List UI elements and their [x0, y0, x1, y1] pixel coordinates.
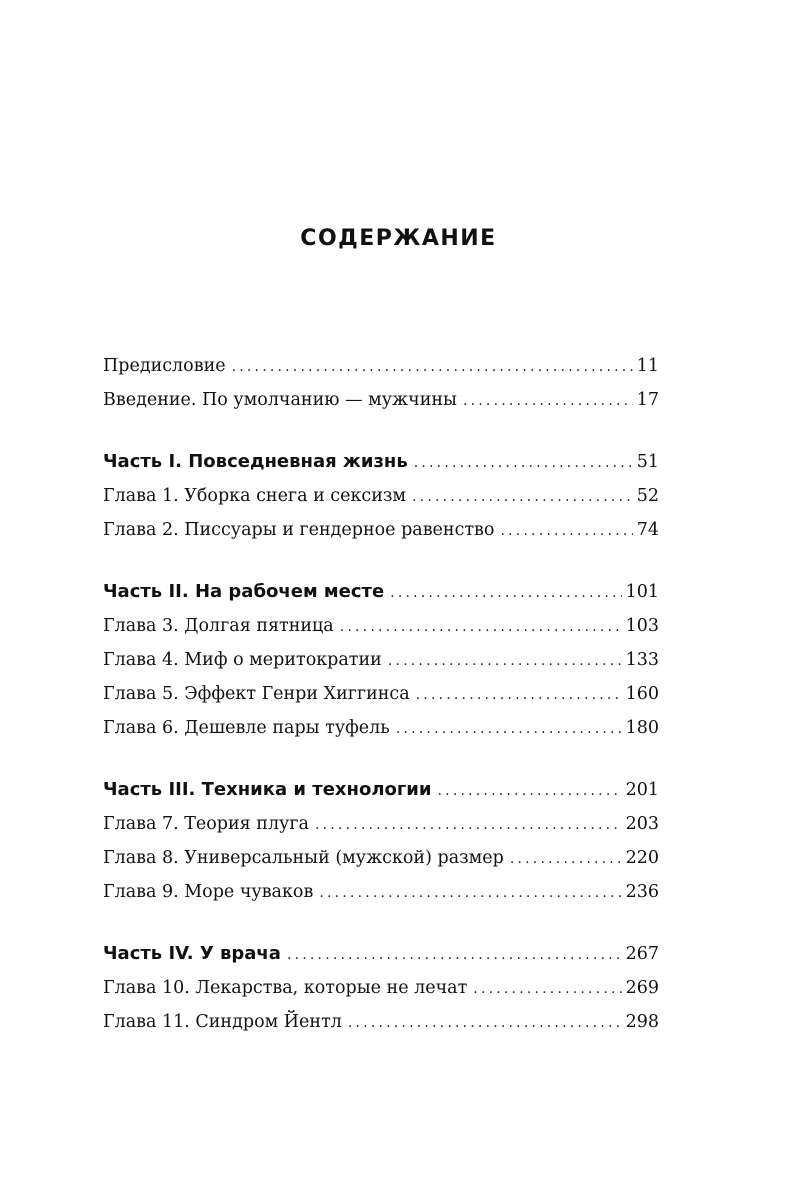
toc-chapter-11[interactable]	[103, 1005, 659, 1039]
toc-part-label: Часть IV. У врача	[103, 943, 281, 964]
dot-leader	[473, 972, 621, 1006]
dot-leader	[438, 774, 622, 808]
toc-part-page: 101	[625, 582, 659, 602]
dot-leader	[412, 480, 633, 514]
toc-entry-preface[interactable]	[103, 349, 659, 383]
toc-chapter-9[interactable]	[103, 875, 659, 909]
toc-chapter-4[interactable]	[103, 643, 659, 677]
toc-chapter-page: 74	[636, 520, 659, 540]
section-gap	[103, 745, 659, 773]
toc-chapter-page: 160	[625, 684, 659, 704]
toc-chapter-label: Глава 7. Теория плуга	[103, 814, 309, 834]
toc-chapter-8[interactable]	[103, 841, 659, 875]
toc-chapter-10[interactable]	[103, 971, 659, 1005]
toc-chapter-1[interactable]	[103, 479, 659, 513]
toc-chapter-page: 133	[625, 650, 659, 670]
toc-part-page: 51	[636, 452, 659, 472]
dot-leader	[319, 876, 621, 910]
dot-leader	[390, 576, 621, 610]
toc-part-4[interactable]	[103, 937, 659, 971]
dot-leader	[388, 644, 622, 678]
toc-chapter-page: 203	[625, 814, 659, 834]
toc-chapter-page: 269	[625, 978, 659, 998]
toc-chapter-2[interactable]	[103, 513, 659, 547]
toc-list	[103, 349, 659, 1039]
toc-chapter-page: 103	[625, 616, 659, 636]
toc-chapter-label: Глава 5. Эффект Генри Хиггинса	[103, 684, 410, 704]
toc-entry-label: Предисловие	[103, 356, 226, 376]
toc-chapter-5[interactable]	[103, 677, 659, 711]
dot-leader	[396, 712, 622, 746]
dot-leader	[287, 938, 622, 972]
dot-leader	[340, 610, 622, 644]
toc-chapter-3[interactable]	[103, 609, 659, 643]
toc-chapter-7[interactable]	[103, 807, 659, 841]
dot-leader	[348, 1006, 622, 1040]
toc-chapter-label: Глава 4. Миф о меритократии	[103, 650, 382, 670]
toc-chapter-label: Глава 3. Долгая пятница	[103, 616, 334, 636]
toc-chapter-page: 220	[625, 848, 659, 868]
toc-chapter-label: Глава 8. Универсальный (мужской) размер	[103, 848, 504, 868]
dot-leader	[315, 808, 622, 842]
toc-part-1[interactable]	[103, 445, 659, 479]
toc-part-page: 201	[625, 780, 659, 800]
toc-chapter-page: 236	[625, 882, 659, 902]
dot-leader	[232, 350, 633, 384]
toc-entry-page: 17	[636, 390, 659, 410]
toc-chapter-page: 52	[636, 486, 659, 506]
toc-entry-page: 11	[636, 356, 659, 376]
section-gap	[103, 909, 659, 937]
dot-leader	[463, 384, 633, 418]
toc-chapter-page: 180	[625, 718, 659, 738]
toc-entry-introduction[interactable]	[103, 383, 659, 417]
toc-chapter-label: Глава 2. Писсуары и гендерное равенство	[103, 520, 495, 540]
toc-chapter-label: Глава 6. Дешевле пары туфель	[103, 718, 390, 738]
dot-leader	[510, 842, 622, 876]
toc-part-label: Часть II. На рабочем месте	[103, 581, 385, 602]
section-gap	[103, 547, 659, 575]
toc-part-page: 267	[625, 944, 659, 964]
toc-chapter-6[interactable]	[103, 711, 659, 745]
toc-chapter-label: Глава 11. Синдром Йентл	[103, 1012, 342, 1032]
toc-chapter-label: Глава 9. Море чуваков	[103, 882, 314, 902]
toc-chapter-label: Глава 1. Уборка снега и сексизм	[103, 486, 407, 506]
toc-part-label: Часть III. Техника и технологии	[103, 779, 432, 800]
dot-leader	[414, 446, 633, 480]
dot-leader	[416, 678, 622, 712]
toc-chapter-page: 298	[625, 1012, 659, 1032]
toc-part-3[interactable]	[103, 773, 659, 807]
dot-leader	[500, 514, 632, 548]
toc-title: СОДЕРЖАНИЕ	[300, 226, 497, 251]
toc-entry-label: Введение. По умолчанию — мужчины	[103, 390, 457, 410]
toc-part-label: Часть I. Повседневная жизнь	[103, 451, 408, 472]
toc-chapter-label: Глава 10. Лекарства, которые не лечат	[103, 978, 468, 998]
section-gap	[103, 417, 659, 445]
toc-part-2[interactable]	[103, 575, 659, 609]
